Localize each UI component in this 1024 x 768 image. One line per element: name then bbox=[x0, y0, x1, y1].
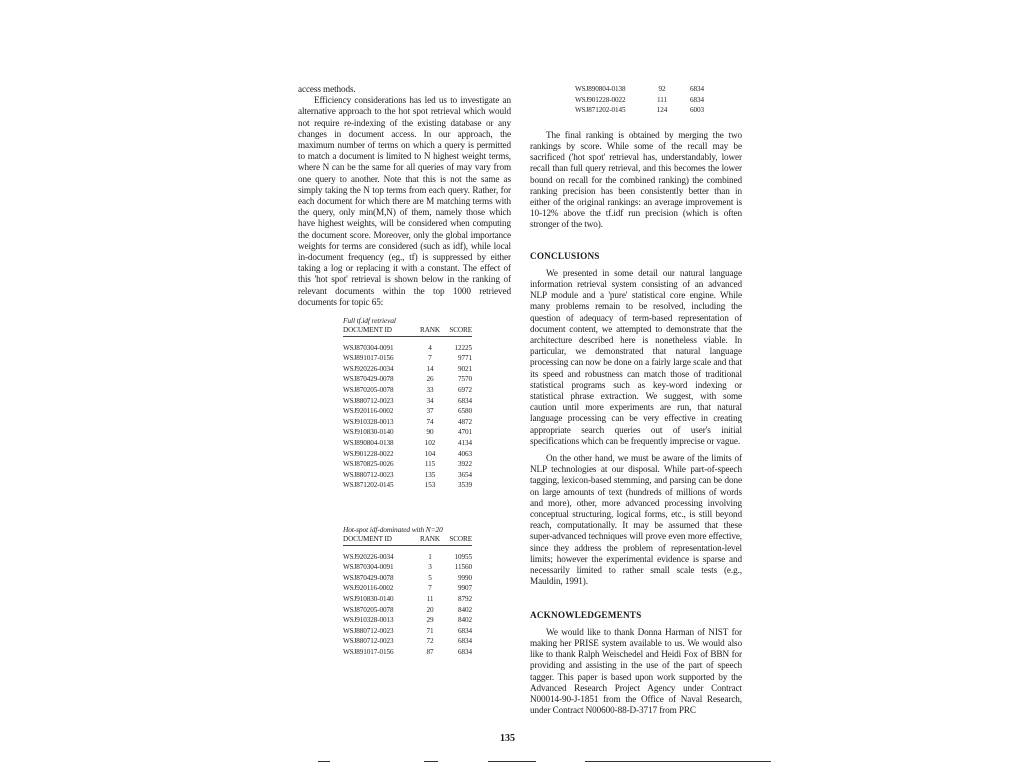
score-cell: 6834 bbox=[458, 647, 472, 656]
rank-cell: 74 bbox=[426, 417, 434, 426]
document-id-cell: WSJ890804-0138 bbox=[343, 439, 394, 447]
document-id-cell: WSJ891017-0156 bbox=[343, 647, 394, 656]
rank-cell: 92 bbox=[658, 85, 666, 93]
paragraph-conclusions-1: We presented in some detail our natural language information retrieval system consisting of an advanced NLP module and a 'pure' statistical core engine. While many problems remain to be resolved, including the question of adequacy of term-based representation of document content, we attempted to demonstrate that the architecture described here is nonetheless viable. In particular, we demonstrated that natural language processing can now be done on a fairly large scale and that its speed and robustness can match those of traditional statistical programs such as key-word indexing or statistical phrase extraction. We suggest, with some caution until more experiments are run, that natural language processing can be very effective in creating appropriate search queries out of user's initial specifications which can be frequently imprecise or vague. bbox=[530, 267, 742, 446]
rank-cell: 7 bbox=[428, 584, 432, 593]
table-row bbox=[343, 396, 472, 407]
rank-cell: 14 bbox=[426, 364, 434, 373]
rank-cell: 33 bbox=[426, 386, 434, 395]
paragraph-conclusions-2: On the other hand, we must be aware of the limits of NLP technologies at our disposal. While part-of-speech tagging, lexicon-based stemming, and parsing can be done on large amounts of text (hundreds of millions of words and more), other, more advanced processing involving conceptual structuring, logical forms, etc., is still beyond reach, computationally. It may be assumed that these super-advanced techniques will prove even more effective, since they address the problem of representation-level limits; however the experimental evidence is sparse and necessarily limited to rather small scale tests (e.g., Mauldin, 1991). bbox=[530, 453, 742, 587]
score-cell: 4701 bbox=[458, 428, 472, 437]
score-cell: 8792 bbox=[458, 594, 472, 603]
table-row bbox=[343, 636, 472, 647]
document-id-cell: WSJ910328-0013 bbox=[343, 417, 394, 426]
score-cell: 3654 bbox=[458, 470, 472, 479]
score-cell: 12225 bbox=[454, 343, 472, 352]
right-column bbox=[530, 84, 742, 716]
score-cell: 6834 bbox=[458, 637, 472, 646]
rank-cell: 102 bbox=[424, 439, 436, 447]
table-row bbox=[343, 449, 472, 460]
table-row bbox=[343, 583, 472, 594]
rank-cell: 11 bbox=[426, 594, 434, 603]
document-id-cell: WSJ870429-0078 bbox=[343, 375, 394, 384]
table-row bbox=[343, 406, 472, 417]
table-row bbox=[343, 615, 472, 626]
table-row bbox=[343, 417, 472, 428]
table-row bbox=[343, 562, 472, 573]
paragraph-access-methods: access methods. bbox=[298, 84, 356, 94]
score-cell: 8402 bbox=[458, 605, 472, 614]
score-cell: 6972 bbox=[458, 386, 472, 395]
rank-cell: 104 bbox=[424, 449, 436, 458]
document-id-cell: WSJ910328-0013 bbox=[343, 616, 394, 625]
column-header-rank: RANK bbox=[416, 534, 444, 545]
document-id-cell: WSJ870825-0026 bbox=[343, 460, 394, 469]
ranking-table-hot-spot bbox=[343, 534, 472, 658]
document-id-cell: WSJ880712-0023 bbox=[343, 626, 394, 635]
rank-cell: 153 bbox=[424, 481, 436, 490]
table-row bbox=[343, 470, 472, 481]
table-row bbox=[343, 605, 472, 616]
section-heading-conclusions: CONCLUSIONS bbox=[530, 250, 600, 261]
document-id-cell: WSJ871202-0145 bbox=[575, 106, 626, 115]
document-id-cell: WSJ891017-0156 bbox=[343, 354, 394, 363]
document-id-cell: WSJ901228-0022 bbox=[575, 95, 626, 104]
table-row bbox=[343, 626, 472, 637]
column-header-rank: RANK bbox=[416, 325, 444, 336]
document-id-cell: WSJ880712-0023 bbox=[343, 396, 394, 405]
column-header-score: SCORE bbox=[444, 325, 472, 336]
rank-cell: 111 bbox=[657, 95, 667, 104]
document-id-cell: WSJ870205-0078 bbox=[343, 605, 394, 614]
table-row bbox=[343, 364, 472, 375]
ranking-table-hot-spot-continued bbox=[575, 84, 704, 116]
scan-rule bbox=[585, 761, 771, 762]
table-row bbox=[343, 552, 472, 563]
rank-cell: 3 bbox=[428, 563, 432, 572]
score-cell: 7570 bbox=[458, 375, 472, 384]
paragraph-efficiency: Efficiency considerations has led us to investigate an alternative approach to the hot spot retrieval which would not require re-indexing of the existing database or any changes in document access. In our approach, the maximum number of terms on which a query is permitted to match a document is limited to N highest weight terms, where N can be the same for all queries of may vary from one query to another. Note that this is not the same as simply taking the N top terms from each query. Rather, for each document for which there are M matching terms with the query, only min(M,N) of them, namely those which have highest weights, will be considered when computing the document score. Moreover, only the global importance weights for terms are considered (such as idf), while local in-document frequency (eg., tf) is suppressed by either taking a log or replacing it with a constant. The effect of this 'hot spot' retrieval is shown below in the ranking of relevant documents within the top 1000 retrieved documents for topic 65: bbox=[298, 95, 511, 307]
score-cell: 4134 bbox=[458, 439, 472, 447]
score-cell: 9990 bbox=[458, 573, 472, 582]
score-cell: 4872 bbox=[458, 417, 472, 426]
rank-cell: 90 bbox=[426, 428, 434, 437]
score-cell: 4063 bbox=[458, 449, 472, 458]
rank-cell: 71 bbox=[426, 626, 434, 635]
table-row bbox=[575, 105, 704, 116]
score-cell: 3922 bbox=[458, 460, 472, 469]
column-header-document-id: DOCUMENT ID bbox=[343, 534, 416, 545]
rank-cell: 37 bbox=[426, 407, 434, 416]
document-id-cell: WSJ901228-0022 bbox=[343, 449, 394, 458]
document-id-cell: WSJ910830-0140 bbox=[343, 428, 394, 437]
score-cell: 6834 bbox=[458, 626, 472, 635]
rank-cell: 20 bbox=[426, 605, 434, 614]
page-number: 135 bbox=[500, 733, 515, 744]
rank-cell: 4 bbox=[428, 343, 432, 352]
document-id-cell: WSJ870205-0078 bbox=[343, 386, 394, 395]
table1-caption: Full tf.idf retrieval bbox=[343, 316, 396, 326]
score-cell: 6834 bbox=[458, 396, 472, 405]
column-header-score: SCORE bbox=[444, 534, 472, 545]
table-row bbox=[343, 353, 472, 364]
document-id-cell: WSJ870304-0091 bbox=[343, 343, 394, 352]
document-id-cell: WSJ870429-0078 bbox=[343, 573, 394, 582]
rank-cell: 72 bbox=[426, 637, 434, 646]
table-row bbox=[343, 647, 472, 658]
document-id-cell: WSJ920116-0002 bbox=[343, 584, 394, 593]
table-row bbox=[343, 438, 472, 449]
score-cell: 6580 bbox=[458, 407, 472, 416]
paragraph-acknowledgements: We would like to thank Donna Harman of NIST for making her PRISE system available to us. We would also like to thank Ralph Weischedel and Heidi Fox of BBN for providing and assisting in the use of the part of speech tagger. This paper is based upon work supported by the Advanced Research Project Agency under Contract N00014-90-J-1851 from the Office of Naval Research, under Contract N00600-88-D-3717 from PRC bbox=[530, 626, 742, 716]
table-row bbox=[343, 427, 472, 438]
rank-cell: 34 bbox=[426, 396, 434, 405]
document-id-cell: WSJ890804-0138 bbox=[575, 85, 626, 93]
score-cell: 9771 bbox=[458, 354, 472, 363]
rank-cell: 135 bbox=[424, 470, 436, 479]
table-row bbox=[343, 480, 472, 491]
left-column bbox=[298, 84, 511, 658]
rank-cell: 29 bbox=[426, 616, 434, 625]
table-row bbox=[343, 459, 472, 470]
table-row bbox=[343, 343, 472, 354]
column-header-document-id: DOCUMENT ID bbox=[343, 325, 416, 336]
document-id-cell: WSJ920116-0002 bbox=[343, 407, 394, 416]
score-cell: 6834 bbox=[690, 95, 704, 104]
score-cell: 8402 bbox=[458, 616, 472, 625]
paragraph-final-ranking: The final ranking is obtained by merging the two rankings by score. While some of the recall may be sacrificed ('hot spot' retrieval has, understandably, lower recall than full query retrieval, and this becomes the lower bound on recall for the combined ranking) the combined ranking precision has been consistently better than in either of the original rankings: an average improvement is 10-12% above the tf.idf run precision (which is often stronger of the two). bbox=[530, 129, 742, 230]
table2-caption: Hot-spot idf-dominated with N=20 bbox=[343, 524, 443, 534]
score-cell: 6834 bbox=[690, 85, 704, 93]
rank-cell: 7 bbox=[428, 354, 432, 363]
document-id-cell: WSJ920226-0034 bbox=[343, 364, 394, 373]
table-row bbox=[575, 84, 704, 95]
document-id-cell: WSJ920226-0034 bbox=[343, 552, 394, 561]
document-id-cell: WSJ880712-0023 bbox=[343, 470, 394, 479]
document-id-cell: WSJ871202-0145 bbox=[343, 481, 394, 490]
section-heading-acknowledgements: ACKNOWLEDGEMENTS bbox=[530, 609, 642, 620]
score-cell: 3539 bbox=[458, 481, 472, 490]
table-row bbox=[343, 573, 472, 584]
table-row bbox=[343, 374, 472, 385]
table-row bbox=[575, 95, 704, 106]
score-cell: 6003 bbox=[690, 106, 704, 115]
score-cell: 9907 bbox=[458, 584, 472, 593]
document-id-cell: WSJ880712-0023 bbox=[343, 637, 394, 646]
score-cell: 9021 bbox=[458, 364, 472, 373]
document-id-cell: WSJ910830-0140 bbox=[343, 594, 394, 603]
rank-cell: 124 bbox=[656, 106, 668, 115]
rank-cell: 5 bbox=[428, 573, 432, 582]
rank-cell: 115 bbox=[424, 460, 436, 469]
scan-rule bbox=[424, 761, 438, 762]
table-row bbox=[343, 594, 472, 605]
score-cell: 10955 bbox=[454, 552, 472, 561]
table-row bbox=[343, 385, 472, 396]
rank-cell: 1 bbox=[428, 552, 432, 561]
document-id-cell: WSJ870304-0091 bbox=[343, 563, 394, 572]
ranking-table-full-tfidf bbox=[343, 325, 472, 491]
rank-cell: 26 bbox=[426, 375, 434, 384]
scan-rule bbox=[488, 761, 536, 762]
score-cell: 11560 bbox=[454, 563, 472, 572]
rank-cell: 87 bbox=[426, 647, 434, 656]
scan-rule bbox=[318, 761, 330, 762]
